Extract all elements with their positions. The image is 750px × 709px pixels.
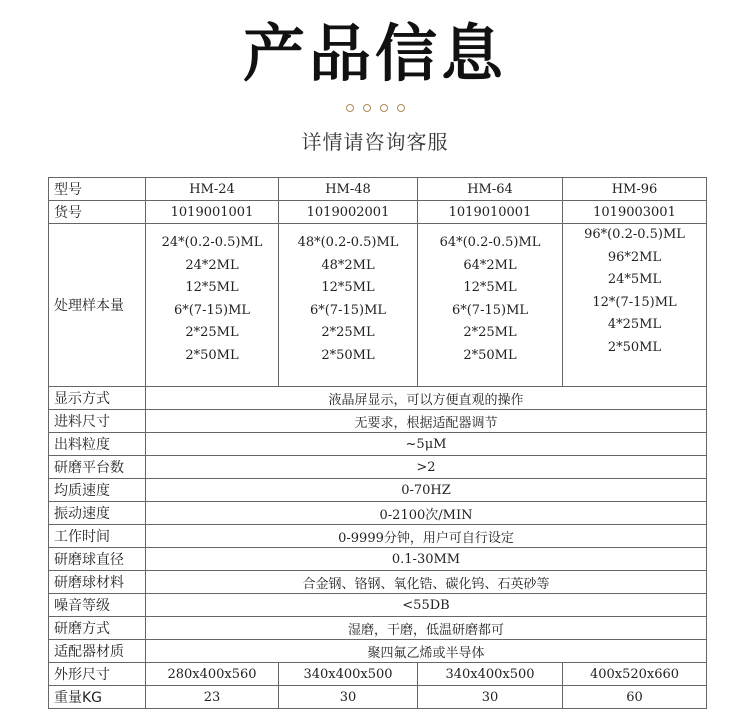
capacity-line: 12*5ML <box>185 280 239 295</box>
table-cell: 0.1-30MM <box>146 548 707 571</box>
table-cell: 23 <box>146 686 279 709</box>
capacity-line: 48*2ML <box>321 257 375 273</box>
table-cell: 1019003001 <box>563 201 707 224</box>
table-row <box>49 663 707 686</box>
row-label: 研磨球材料 <box>49 571 146 594</box>
table-cell: 400x520x660 <box>563 663 707 686</box>
table-row <box>49 594 707 617</box>
table-cell: 30 <box>418 686 563 709</box>
table-cell: >2 <box>146 456 707 479</box>
capacity-line: 48*(0.2-0.5)ML <box>297 235 399 250</box>
dot-icon <box>397 104 405 112</box>
row-label: 型号 <box>49 178 146 201</box>
row-label: 外形尺寸 <box>49 663 146 686</box>
capacity-line: 24*5ML <box>607 272 662 287</box>
capacity-line: 2*25ML <box>463 325 517 340</box>
row-label: 工作时间 <box>49 525 146 548</box>
page-subtitle: 详情请咨询客服 <box>301 130 449 154</box>
capacity-line: 12*5ML <box>321 280 375 295</box>
table-cell: 液晶屏显示，可以方便直观的操作 <box>146 387 707 410</box>
capacity-line: 2*50ML <box>185 347 239 363</box>
row-label: 出料粒度 <box>49 433 146 456</box>
table-cell: HM-96 <box>563 178 707 201</box>
row-label: 进料尺寸 <box>49 410 146 433</box>
capacity-line: 24*2ML <box>185 257 239 273</box>
capacity-line: 6*(7-15)ML <box>173 302 251 318</box>
table-cell: 340x400x500 <box>279 663 418 686</box>
capacity-line: 2*25ML <box>321 325 375 340</box>
decorative-dots <box>0 104 750 112</box>
table-cell: ~5μM <box>146 433 707 456</box>
table-cell: 340x400x500 <box>418 663 563 686</box>
table-row <box>49 178 707 201</box>
table-cell: 湿磨，干磨，低温研磨都可 <box>146 617 707 640</box>
table-row <box>49 525 707 548</box>
table-row <box>49 456 707 479</box>
table-cell: HM-64 <box>418 178 563 201</box>
row-label: 噪音等级 <box>49 594 146 617</box>
capacity-line: 4*25ML <box>607 317 662 332</box>
table-row <box>49 548 707 571</box>
table-row <box>49 433 707 456</box>
row-label: 均质速度 <box>49 479 146 502</box>
capacity-cell <box>563 224 707 387</box>
dot-icon <box>363 104 371 112</box>
dot-icon <box>346 104 354 112</box>
table-cell: 280x400x560 <box>146 663 279 686</box>
capacity-line: 96*2ML <box>607 249 662 265</box>
table-cell: 0-2100次/MIN <box>146 502 707 525</box>
row-label: 显示方式 <box>49 387 146 410</box>
table-row <box>49 224 707 387</box>
capacity-line: 64*2ML <box>463 257 517 273</box>
table-cell: 0-9999分钟，用户可自行设定 <box>146 525 707 548</box>
table-row <box>49 410 707 433</box>
table-row <box>49 686 707 709</box>
table-row <box>49 479 707 502</box>
row-label: 振动速度 <box>49 502 146 525</box>
capacity-line: 96*(0.2-0.5)ML <box>584 227 685 242</box>
row-label: 研磨球直径 <box>49 548 146 571</box>
dot-icon <box>380 104 388 112</box>
row-label: 货号 <box>49 201 146 224</box>
table-cell: 1019001001 <box>146 201 279 224</box>
capacity-cell <box>418 224 563 387</box>
row-label: 重量KG <box>49 686 146 709</box>
capacity-line: 24*(0.2-0.5)ML <box>161 235 263 250</box>
capacity-cell <box>279 224 418 387</box>
table-cell: 0-70HZ <box>146 479 707 502</box>
table-cell: <55DB <box>146 594 707 617</box>
capacity-line: 2*50ML <box>463 347 517 363</box>
table-cell: 聚四氟乙烯或半导体 <box>146 640 707 663</box>
table-cell: 1019010001 <box>418 201 563 224</box>
table-cell: 合金钢、铬钢、氧化锆、碳化钨、石英砂等 <box>146 571 707 594</box>
capacity-line: 12*(7-15)ML <box>592 294 677 310</box>
table-row <box>49 387 707 410</box>
table-row <box>49 617 707 640</box>
table-row <box>49 201 707 224</box>
spec-table <box>48 177 707 709</box>
capacity-line: 12*5ML <box>463 280 517 295</box>
table-cell: 1019002001 <box>279 201 418 224</box>
table-row <box>49 640 707 663</box>
row-label: 处理样本量 <box>49 224 146 387</box>
capacity-line: 6*(7-15)ML <box>309 302 387 318</box>
table-cell: 30 <box>279 686 418 709</box>
table-row <box>49 502 707 525</box>
row-label: 研磨方式 <box>49 617 146 640</box>
row-label: 适配器材质 <box>49 640 146 663</box>
capacity-cell <box>146 224 279 387</box>
capacity-line: 6*(7-15)ML <box>451 302 529 318</box>
capacity-line: 2*25ML <box>185 325 239 340</box>
table-row <box>49 571 707 594</box>
row-label: 研磨平台数 <box>49 456 146 479</box>
page-title: 产品信息 <box>242 17 507 90</box>
table-cell: HM-24 <box>146 178 279 201</box>
capacity-line: 64*(0.2-0.5)ML <box>439 235 541 250</box>
table-cell: 60 <box>563 686 707 709</box>
capacity-line: 2*50ML <box>321 347 375 363</box>
table-cell: HM-48 <box>279 178 418 201</box>
capacity-line: 2*50ML <box>607 339 662 355</box>
table-cell: 无要求，根据适配器调节 <box>146 410 707 433</box>
